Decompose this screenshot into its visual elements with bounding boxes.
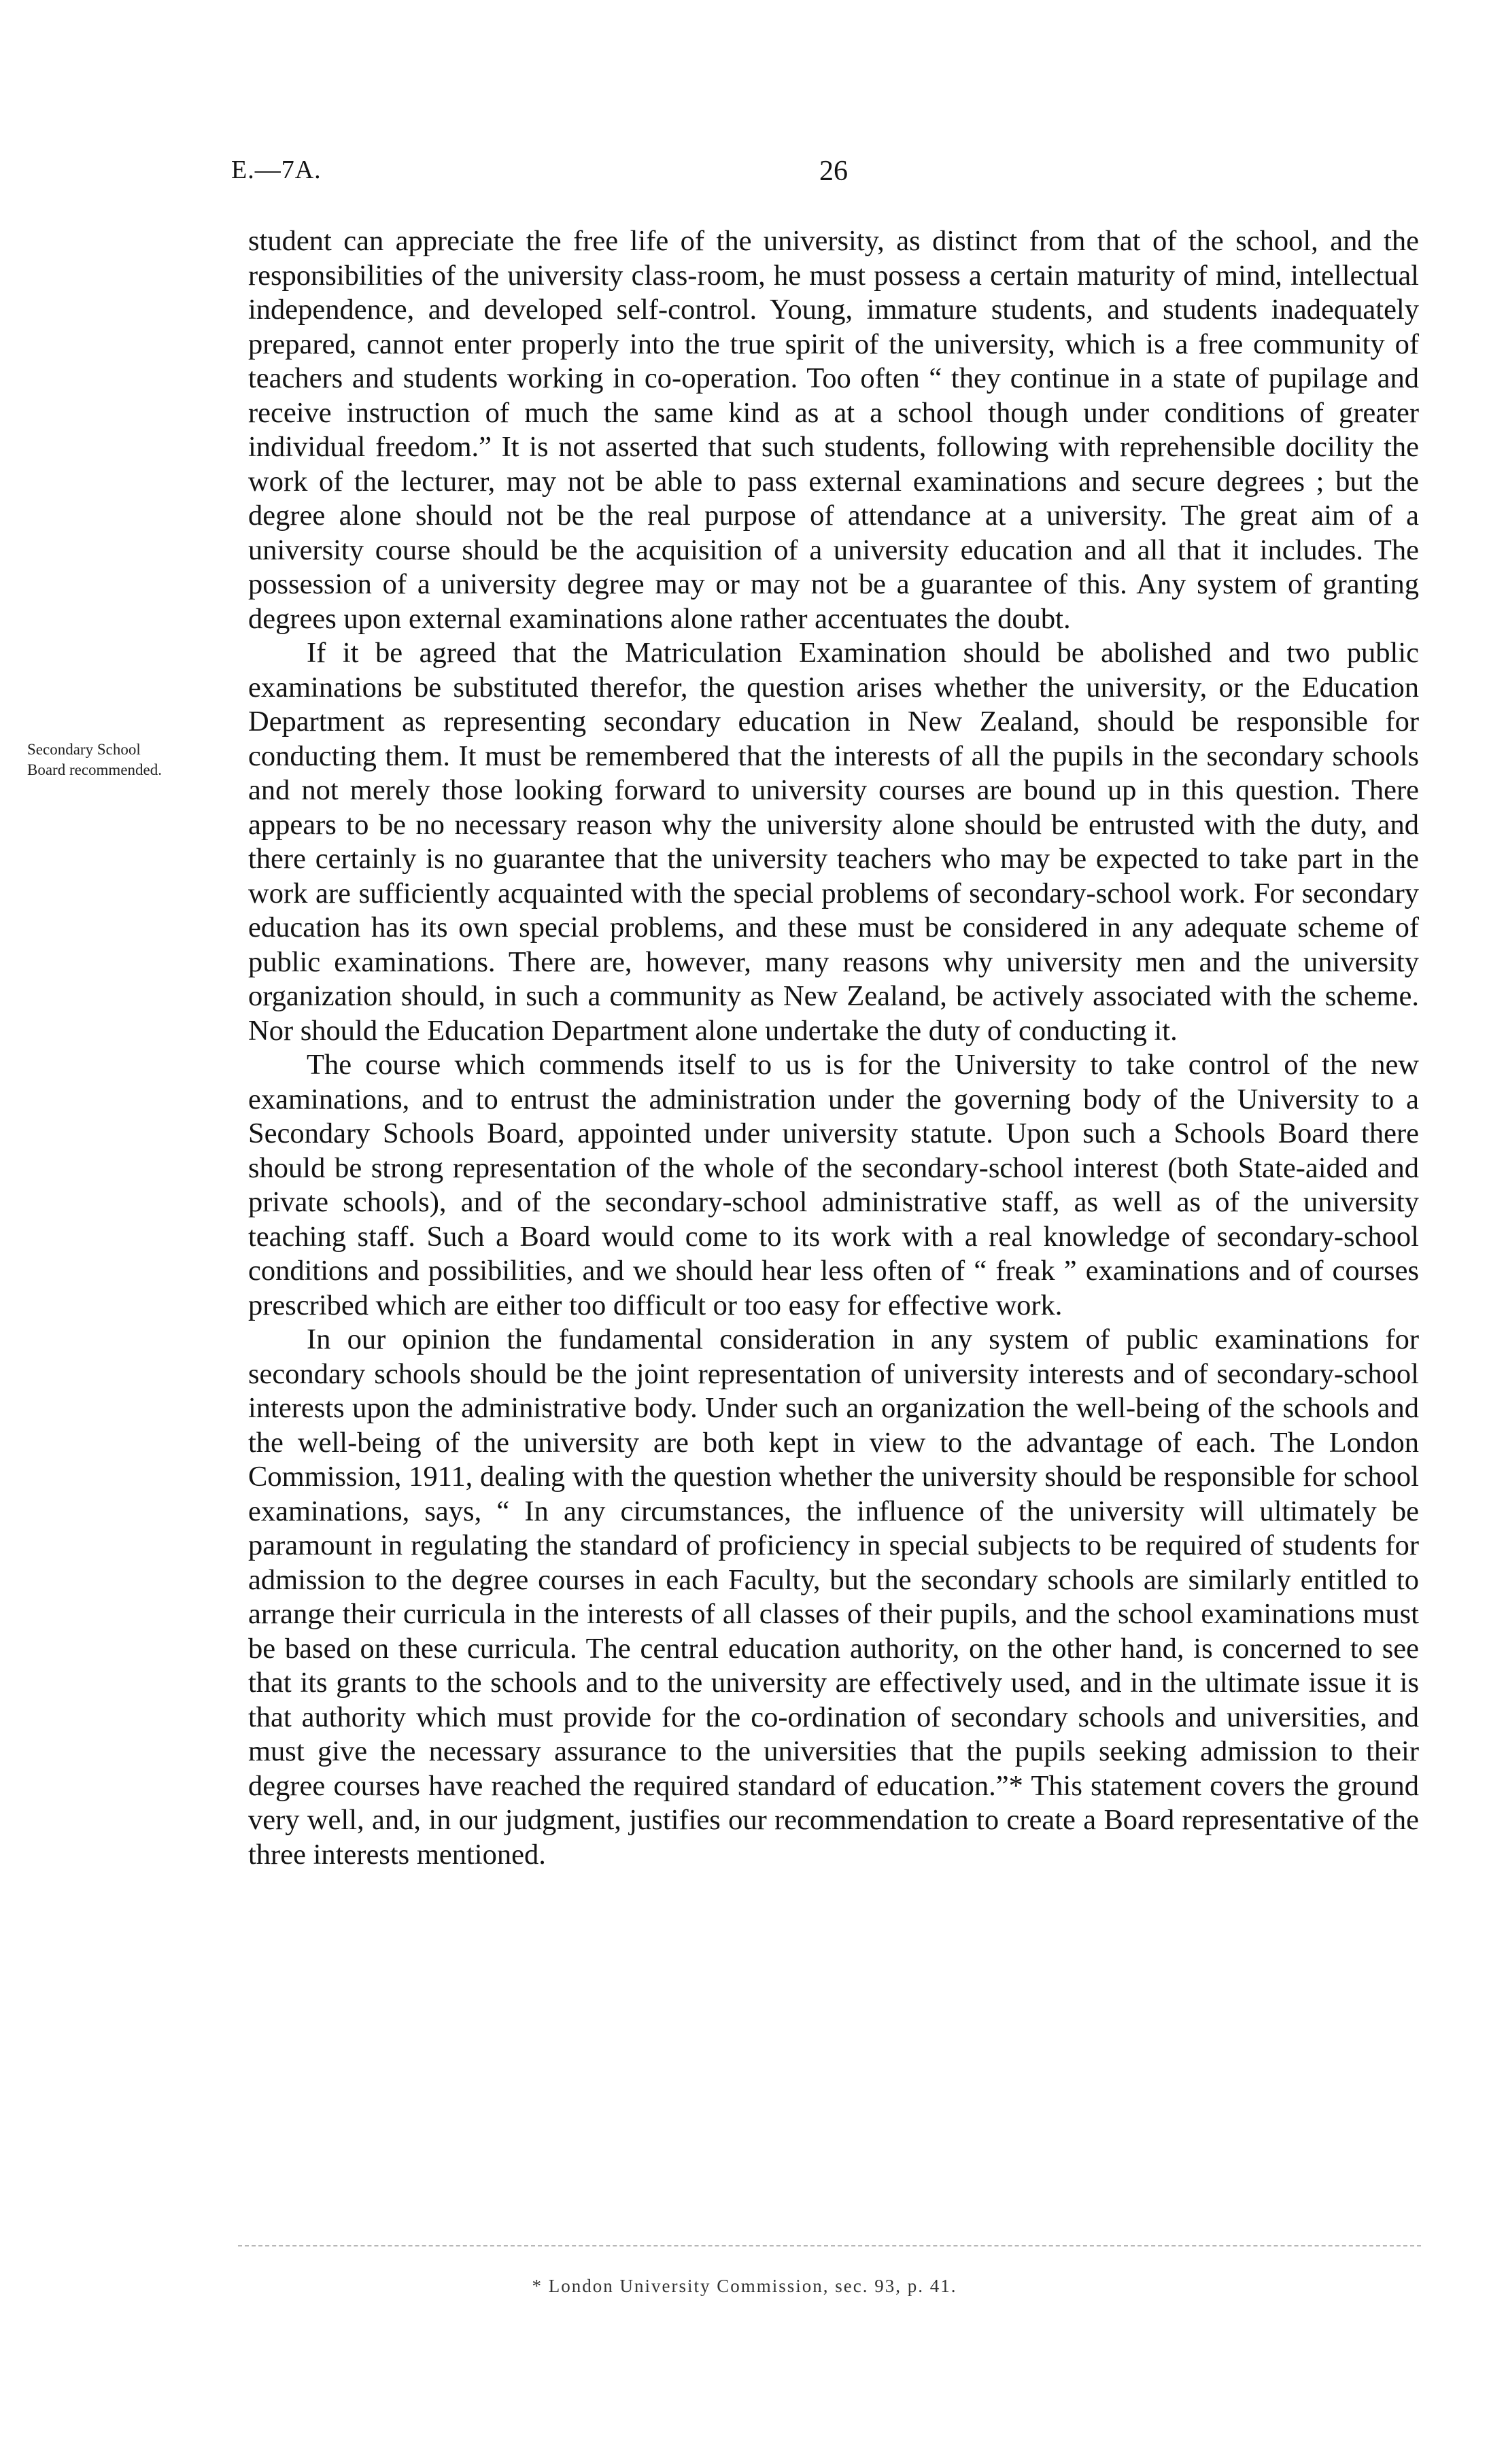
footnote-divider — [238, 2245, 1421, 2246]
page-number: 26 — [819, 156, 848, 187]
section-code: E.—7A. — [231, 156, 322, 184]
paragraph-secondary-school-board: If it be agreed that the Matriculation Examination should be abolished and two public examinations be substituted therefor, the question arises whether the university, or the Education Department as representing secondary education in New Zealand, should be responsible for conducting them. It must be remembered that the interests of all the pupils in the secondary schools and not merely those looking forward to university courses are bound up in this question. There appears to be no necessary reason why the university alone should be entrusted with the duty, and there certainly is no guarantee that the university teachers who may be expected to take part in the work are sufficiently acquainted with the special problems of secondary-school work. For secondary education has its own special problems, and these must be considered in any adequate scheme of public examinations. There are, however, many reasons why university men and the university organization should, in such a community as New Zealand, be actively associated with the scheme. Nor should the Education Department alone undertake the duty of conducting it. — [248, 637, 1419, 1047]
footnote: * London University Commission, sec. 93, p. 41. — [532, 2276, 957, 2296]
margin-note-line-2: Board recommended. — [27, 761, 162, 778]
paragraph-recommended-course: The course which commends itself to us is for the University to take control of the new examinations, and to entrust the administration under the governing body of the University to a Secondary Schools Board, appointed under university statute. Upon such a Schools Board there should be strong representation of the whole of the secondary-school interest (both State-aided and private schools), and of the secondary-school administrative staff, as well as of the university teaching staff. Such a Board would come to its work with a real knowledge of secondary-school conditions and possibilities, and we should hear less often of “ freak ” examinations and of courses prescribed which are either too difficult or too easy for effective work. — [248, 1049, 1419, 1321]
margin-note — [27, 740, 245, 780]
margin-note-line-1: Secondary School — [27, 741, 141, 758]
body-text — [248, 224, 1419, 1872]
paragraph-fundamental-consideration: In our opinion the fundamental consideration in any system of public examinations for secondary schools should be the joint representation of university interests and of secondary-school interests upon the administrative body. Under such an organization the well-being of the schools and the well-being of the university are both kept in view to the advantage of each. The London Commission, 1911, dealing with the question whether the university should be responsible for school examinations, says, “ In any circumstances, the influence of the university will ultimately be paramount in regulating the standard of proficiency in special subjects to be required of students for admission to the degree courses in each Faculty, but the secondary schools are similarly entitled to arrange their curricula in the interests of all classes of their pupils, and the school examinations must be based on these curricula. The central education authority, on the other hand, is concerned to see that its grants to the schools and to the university are effectively used, and in the ultimate issue it is that authority which must provide for the co-ordination of secondary schools and universities, and must give the necessary assurance to the universities that the pupils seeking admission to their degree courses have reached the required standard of education.”* This statement covers the ground very well, and, in our judgment, justifies our recommendation to create a Board representative of the three interests mentioned. — [248, 1323, 1419, 1871]
paragraph-continuation: student can appreciate the free life of the university, as distinct from that of the school, and the responsibilities of the university class-room, he must possess a certain maturity of mind, intellectual independence, and developed self-control. Young, immature students, and students inadequately prepared, cannot enter properly into the true spirit of the university, which is a free community of teachers and students working in co-operation. Too often “ they continue in a state of pupilage and receive instruction of much the same kind as at a school though under conditions of greater individual freedom.” It is not asserted that such students, following with reprehensible docility the work of the lecturer, may not be able to pass external examinations and secure degrees ; but the degree alone should not be the real purpose of attendance at a university. The great aim of a university course should be the acquisition of a university education and all that it includes. The possession of a university degree may or may not be a guarantee of this. Any system of granting degrees upon external examinations alone rather accentuates the doubt. — [248, 225, 1419, 635]
